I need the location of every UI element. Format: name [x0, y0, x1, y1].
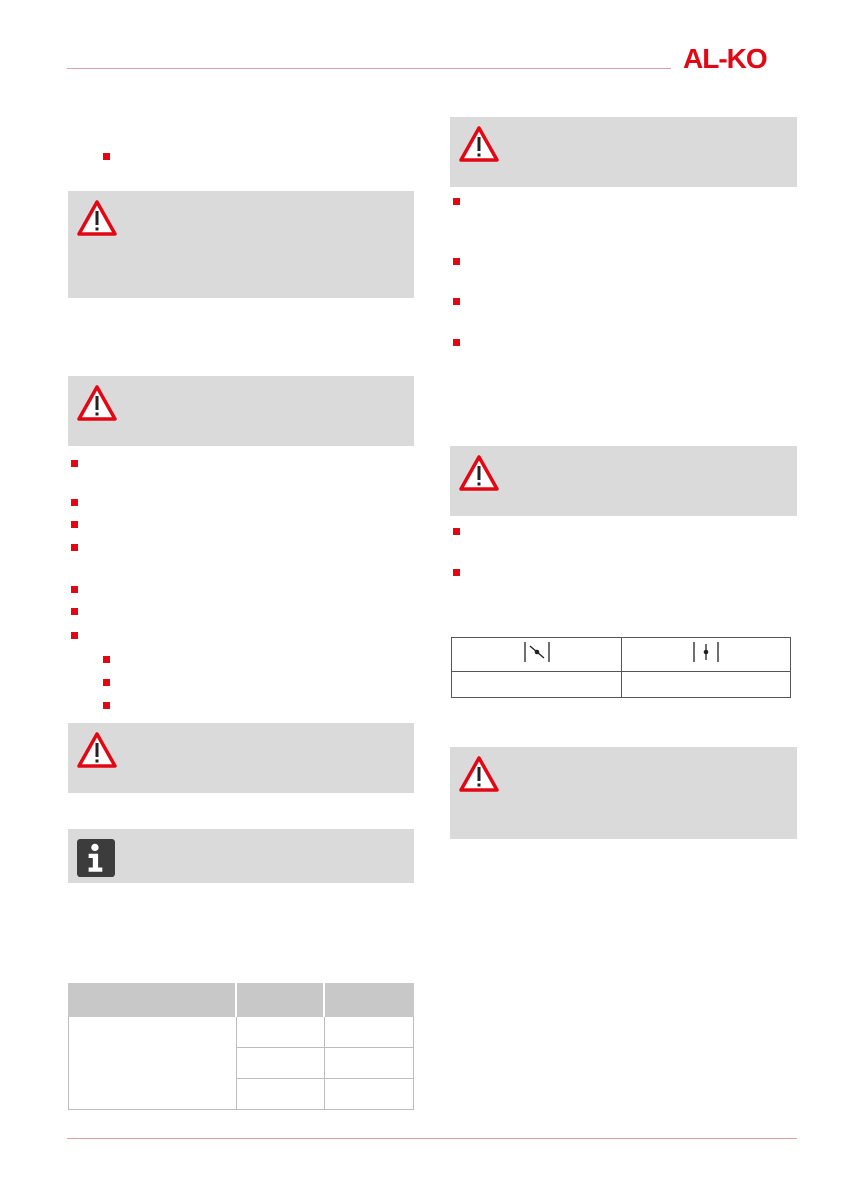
bullet: [71, 499, 78, 506]
bullet: [453, 339, 460, 346]
bullet: [71, 460, 78, 467]
bullet: [453, 298, 460, 305]
info-icon: [77, 839, 115, 877]
warning-notice: [450, 117, 797, 187]
choke-open-icon: [691, 640, 721, 664]
warning-triangle-icon: [458, 454, 500, 492]
warning-triangle-icon: [76, 199, 118, 237]
sub-bullet: [103, 656, 110, 663]
table-header-cell: [69, 984, 237, 1017]
choke-table: [451, 637, 791, 698]
table-cell: [69, 1017, 237, 1110]
al-ko-logo-mark: [683, 44, 799, 74]
warning-notice: [450, 446, 797, 516]
bullet: [71, 521, 78, 528]
al-ko-logo: [683, 44, 799, 80]
footer-rule: [67, 1138, 797, 1139]
bullet: [71, 544, 78, 551]
table-header-cell: [452, 638, 622, 672]
warning-triangle-icon: [76, 384, 118, 422]
table-header-cell: [236, 984, 324, 1017]
table-cell: [452, 672, 622, 698]
bullet: [453, 569, 460, 576]
bullet: [453, 258, 460, 265]
spec-table: [68, 983, 414, 1110]
warning-triangle-icon: [458, 755, 500, 793]
bullet: [71, 632, 78, 639]
table-cell: [622, 672, 791, 698]
table-header-cell: [324, 984, 414, 1017]
warning-notice: [450, 747, 797, 839]
warning-notice: [68, 723, 414, 793]
bullet: [453, 528, 460, 535]
warning-notice: [68, 376, 414, 446]
warning-triangle-icon: [458, 125, 500, 163]
table-cell: [324, 1017, 414, 1048]
table-cell: [324, 1048, 414, 1079]
table-cell: [236, 1017, 324, 1048]
bullet: [71, 608, 78, 615]
table-header-row: [69, 984, 414, 1017]
svg-text:AL-KO: AL-KO: [683, 44, 767, 74]
table-header-row: [452, 638, 791, 672]
bullet: [103, 153, 110, 160]
sub-bullet: [103, 702, 110, 709]
table-row: [452, 672, 791, 698]
bullet: [453, 198, 460, 205]
table-header-cell: [622, 638, 791, 672]
table-row: [69, 1017, 414, 1048]
bullet: [71, 586, 78, 593]
warning-triangle-icon: [76, 731, 118, 769]
table-cell: [236, 1079, 324, 1110]
table-cell: [324, 1079, 414, 1110]
table-cell: [236, 1048, 324, 1079]
warning-notice: [68, 191, 414, 298]
choke-closed-icon: [522, 640, 552, 664]
header-rule: [67, 68, 671, 69]
sub-bullet: [103, 679, 110, 686]
info-notice: [68, 829, 414, 883]
